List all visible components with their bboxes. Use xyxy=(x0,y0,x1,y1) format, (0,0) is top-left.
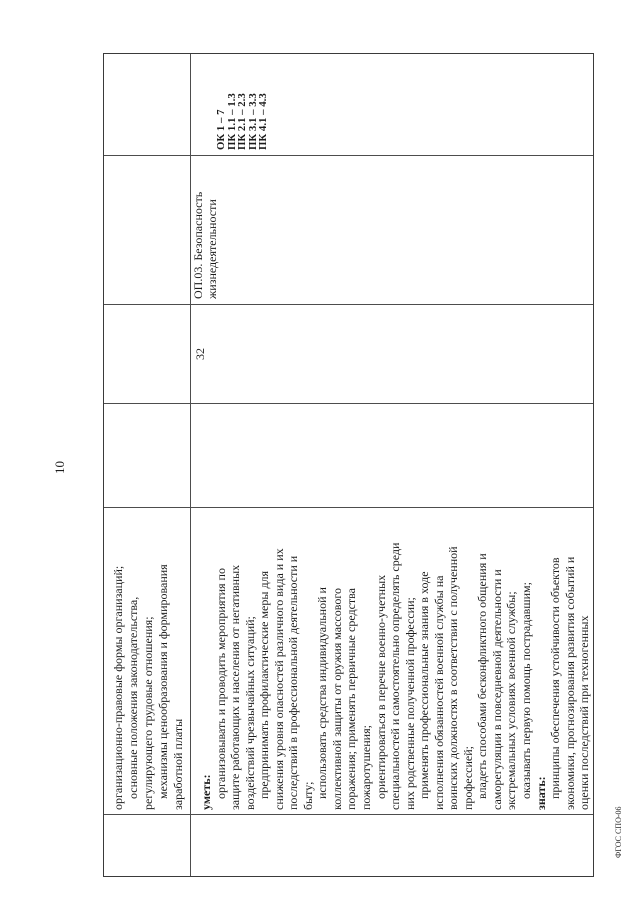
text-line: применять профессиональные знания в ходе xyxy=(417,571,432,799)
cell-skills-knowledge xyxy=(199,508,592,810)
text-line: исполнения обязанностей военной службы на xyxy=(431,575,446,810)
text-line: ОП.03. Безопасность xyxy=(191,191,205,299)
text-line: владеть способами бесконфликтного общения и xyxy=(475,553,490,799)
text-line: быту; xyxy=(300,781,315,810)
cell-competency-codes xyxy=(216,54,269,150)
text-line: поражения; применять первичные средства xyxy=(344,587,359,810)
text-line: пожаротушения; xyxy=(359,725,374,810)
text-line: организационно-правовые формы организаций; xyxy=(111,565,125,810)
text-line: последствий в профессиональной деятельности и xyxy=(286,555,301,810)
text-line: снижения уровня опасностей различного вида и их xyxy=(271,548,286,810)
text-line: ПК 2.1 – 2.3 xyxy=(236,93,249,150)
document-code: ФГОС СПО-06 xyxy=(614,806,623,858)
text-line: использовать средства индивидуальной и xyxy=(315,587,330,799)
text-line: саморегуляции в повседневной деятельности и xyxy=(489,569,504,810)
text-line: предпринимать профилактические меры для xyxy=(257,570,272,799)
text-line: экономики, прогнозирования развития событий и xyxy=(562,556,577,810)
text-line: организовывать и проводить мероприятия по xyxy=(213,568,228,799)
text-line: оценки последствий при техногенных xyxy=(577,615,592,810)
curriculum-table xyxy=(103,53,594,877)
text-line: воинских должностях в соответствии с полученной xyxy=(446,546,461,810)
text-line: профессией; xyxy=(460,746,475,810)
cell-required-hours: 32 xyxy=(193,348,207,360)
text-line: коллективной защиты от оружия массового xyxy=(329,588,344,810)
text-line: ПК 4.1 – 4.3 xyxy=(257,93,270,150)
text-line: принципы обеспечения устойчивости объектов xyxy=(548,557,563,799)
text-line: регулирующего трудовые отношения; xyxy=(141,616,155,810)
text-line: ПК 3.1 – 3.3 xyxy=(246,93,259,150)
text-line: жизнедеятельности xyxy=(205,199,219,299)
text-line: оказывать первую помощь пострадавшим; xyxy=(519,582,534,799)
text-line: уметь: xyxy=(199,774,213,810)
cell-requirements-continued xyxy=(111,510,186,810)
text-line: защите работающих и населения от негативных xyxy=(228,564,243,810)
table-gridline-discipline-col xyxy=(104,155,593,156)
table-gridline-max-hours-col xyxy=(104,403,593,404)
text-line: знать: xyxy=(533,776,548,810)
text-line: заработной платы xyxy=(171,718,185,810)
text-line: экстремальных условиях военной службы; xyxy=(504,591,519,810)
text-line: механизмы ценообразования и формирования xyxy=(156,564,170,799)
table-gridline-required-hours-col xyxy=(104,304,593,305)
text-line: ориентироваться в перечне военно-учетных xyxy=(373,574,388,799)
text-line: специальностей и самостоятельно определять среди xyxy=(388,542,403,810)
text-line: воздействий чрезвычайных ситуаций; xyxy=(242,616,257,810)
table-gridline-index-col xyxy=(104,814,593,815)
page-number: 10 xyxy=(52,461,67,474)
text-line: ПК 1.1 – 1.3 xyxy=(225,93,238,150)
text-line: основные положения законодательства, xyxy=(126,596,140,799)
text-line: ОК 1 – 7 xyxy=(215,109,227,150)
text-line: них родственные полученной профессии; xyxy=(402,597,417,810)
cell-discipline-name xyxy=(191,157,219,299)
